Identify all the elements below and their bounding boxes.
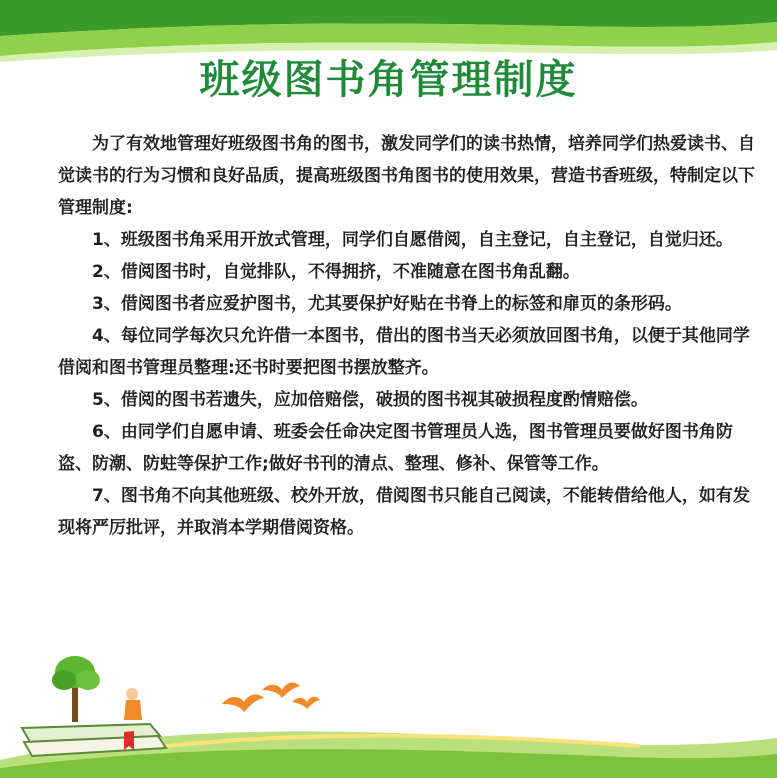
rule-item-7: 7、图书角不向其他班级、校外开放，借阅图书只能自己阅读，不能转借给他人，如有发现将严厉批评，并取消本学期借阅资格。 (58, 486, 750, 538)
rule-item-2: 2、借阅图书时，自觉排队，不得拥挤，不准随意在图书角乱翻。 (92, 262, 580, 282)
rule-item-1: 1、班级图书角采用开放式管理，同学们自愿借阅，自主登记，自主登记，自觉归还。 (92, 230, 733, 250)
rule-item-3: 3、借阅图书者应爱护图书，尤其要保护好贴在书脊上的标签和扉页的条形码。 (92, 294, 682, 314)
rule-item-5: 5、借阅的图书若遗失，应加倍赔偿，破损的图书视其破损程度酌情赔偿。 (92, 390, 648, 410)
page-title: 班级图书角管理制度 (199, 57, 578, 103)
intro-paragraph: 为了有效地管理好班级图书角的图书，激发同学们的读书热情，培养同学们热爱读书、自觉读书的行为习惯和良好品质，提高班级图书角图书的使用效果，营造书香班级，特制定以下管理制度: (58, 134, 755, 218)
rule-item-6: 6、由同学们自愿申请、班委会任命决定图书管理员人选，图书管理员要做好图书角防盗、防潮、防蛀等保护工作;做好书刊的清点、整理、修补、保管等工作。 (58, 422, 733, 474)
flying-birds-icon (222, 683, 320, 712)
child-figure-icon (124, 688, 142, 720)
bottom-decoration (0, 650, 777, 778)
rule-item-4: 4、每位同学每次只允许借一本图书，借出的图书当天必须放回图书角，以便于其他同学借阅和图书管理员整理:还书时要把图书摆放整齐。 (58, 326, 750, 378)
regulation-body (58, 128, 758, 544)
tree-icon (52, 656, 100, 722)
